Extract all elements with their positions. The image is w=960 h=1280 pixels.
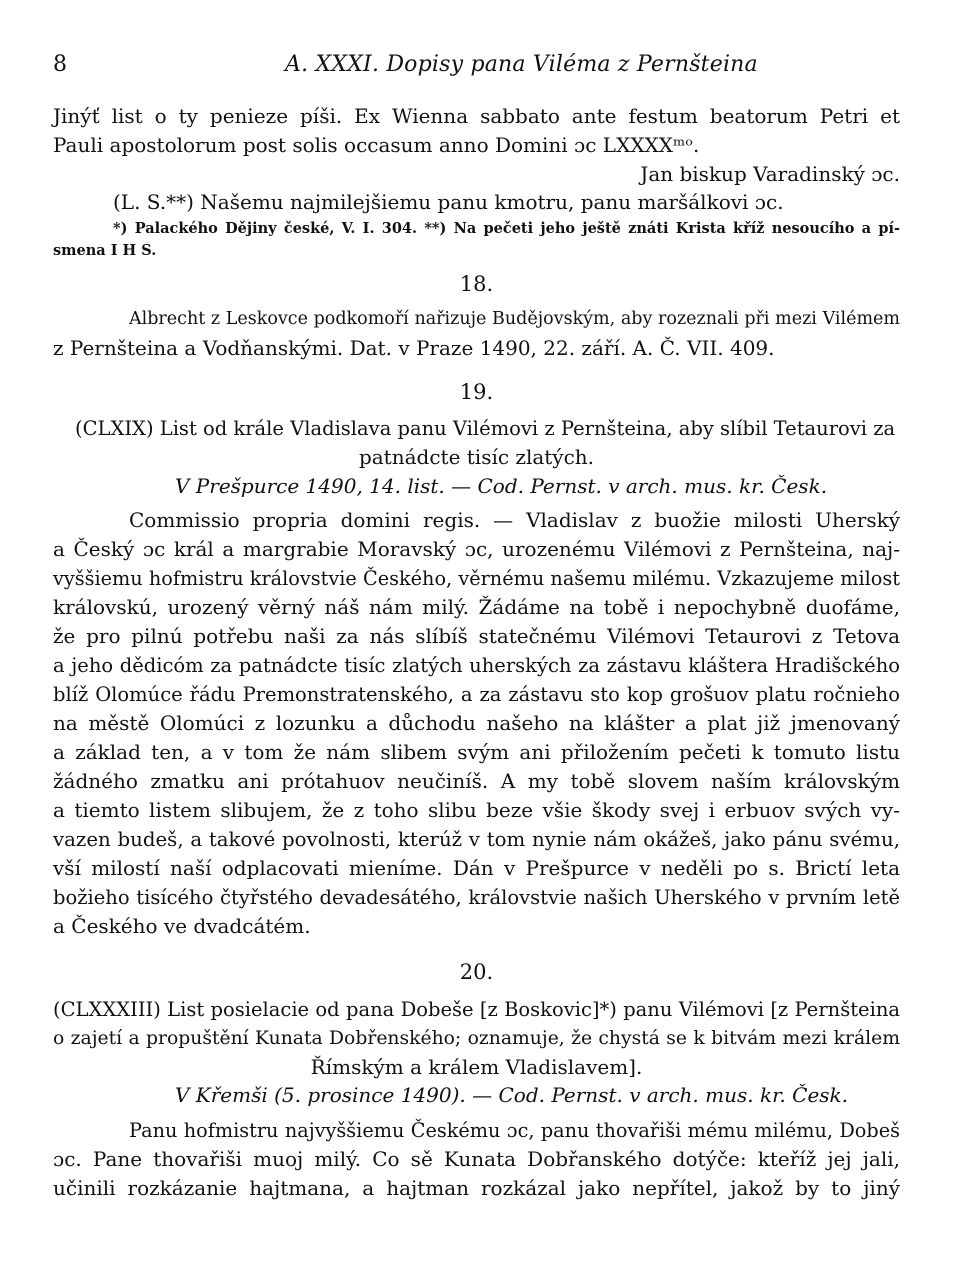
text-line: Jinýť list o ty penieze píši. Ex Wienna sabbato ante festum beatorum Petri et — [53, 104, 900, 128]
body-line: a základ ten, a v tom že nám slibem svým ani přiložením pečeti k tomuto listu — [53, 740, 900, 764]
body-19 — [53, 506, 900, 941]
signature — [53, 160, 900, 189]
regest-line: Albrecht z Leskovce podkomoří nařizuje Budějovským, aby rozeznali při mezi Vilémem — [129, 309, 900, 329]
regest-line: patnádcte tisíc zlatých. — [358, 445, 595, 469]
signature-text: Jan biskup Varadinský ɔc. — [640, 162, 900, 186]
regest-line: Římským a králem Vladislavem]. — [310, 1055, 643, 1079]
footnotes — [53, 218, 900, 262]
regest-19 — [53, 414, 900, 472]
body-line: na městě Olomúci z lozunku a důchodu našeho na klášter a plat již jmenovaný — [53, 711, 900, 735]
regest-line: o zajetí a propuštění Kunata Dobřenského; oznamuje, že chystá se k bitvám mezi králem — [53, 1028, 900, 1049]
page-number: 8 — [53, 52, 67, 77]
footnote-line: *) Palackého Dějiny české, V. I. 304. **) Na pečeti jeho ještě znáti Krista kříž nesoucího a pí- — [113, 220, 900, 237]
footnote-line: smena I H S. — [53, 242, 157, 259]
source-20: V Křemši (5. prosince 1490). — Cod. Pernst. v arch. mus. kr. Česk. — [175, 1083, 849, 1107]
body-line: a jeho dědicóm za patnádcte tisíc zlatých uherských za zástavu kláštera Hradišckého — [53, 654, 900, 677]
body-line: vazen budeš, a takové povolnosti, kterúž v tom nynie nám okážeš, jako pánu svému, — [53, 828, 900, 851]
body-line: blíž Olomúce řádu Premonstratenského, a za zástavu sto kop grošuov platu ročnieho — [53, 683, 900, 706]
running-title: A. XXXI. Dopisy pana Viléma z Pernšteina — [285, 52, 758, 77]
text-line: Pauli apostolorum post solis occasum anno Domini ɔc LXXXXᵐᵒ. — [53, 133, 700, 157]
body-line: a Českého ve dvadcátém. — [53, 914, 311, 938]
document-number-18: 18. — [459, 272, 494, 296]
body-line: vyššiemu hofmistru královstvie Českého, věrnému našemu milému. Vzkazujeme milost — [53, 567, 900, 590]
seal-address — [113, 188, 900, 217]
regest-line: z Pernšteina a Vodňanskými. Dat. v Praze 1490, 22. září. A. Č. VII. 409. — [53, 336, 775, 360]
running-header — [53, 52, 900, 82]
regest-line: (CLXIX) List od krále Vladislava panu Vilémovi z Pernšteina, aby slíbil Tetaurovi za — [75, 417, 896, 440]
body-line: učinili rozkázanie hajtmana, a hajtman rozkázal jako nepřítel, jakož by to jiný — [53, 1176, 900, 1200]
seal-address-text: (L. S.**) Našemu najmilejšiemu panu kmotru, panu maršálkovi ɔc. — [113, 190, 784, 214]
document-number-19: 19. — [459, 380, 494, 404]
body-line: žádného zmatku ani prótahuov neučiníš. A my tobě slovem naším královským — [53, 769, 900, 793]
source-19: V Prešpurce 1490, 14. list. — Cod. Pernst. v arch. mus. kr. Česk. — [175, 474, 828, 498]
body-line: božieho tisícého čtyřstého devadesátého, královstvie našich Uherského v prvním letě — [53, 886, 900, 909]
body-line: a tiemto listem slibujem, že z toho slibu beze všie škody svej i erbuov svých vy- — [53, 798, 900, 822]
body-line: že pro pilnú potřebu naši za nás slíbíš statečnému Vilémovi Tetaurovi z Tetova — [53, 624, 900, 648]
body-line: a Český ɔc král a margrabie Moravský ɔc, urozenému Vilémovi z Pernšteina, naj- — [53, 537, 900, 561]
regest-20 — [53, 995, 900, 1082]
body-line: královskú, urozený věrný náš nám milý. Žádáme na tobě i nepochybně duofáme, — [53, 595, 900, 619]
regest-line: (CLXXXIII) List posielacie od pana Dobeše [z Boskovic]*) panu Vilémovi [z Pernšteina — [53, 998, 900, 1021]
regest-18 — [53, 305, 900, 363]
continuation-text — [53, 102, 900, 160]
body-line: Panu hofmistru najvyššiemu Českému ɔc, panu thovařiši mému milému, Dobeš — [129, 1119, 900, 1142]
body-line: ɔc. Pane thovařiši muoj milý. Co sě Kunata Dobřanského dotýče: kteříž jej jali, — [53, 1147, 900, 1171]
body-line: vší milostí naší odplacovati mieníme. Dán v Prešpurce v neděli po s. Brictí leta — [53, 856, 900, 880]
body-20 — [53, 1116, 900, 1203]
body-line: Commissio propria domini regis. — Vladislav z buožie milosti Uherský — [129, 508, 900, 532]
document-number-20: 20. — [459, 960, 494, 984]
